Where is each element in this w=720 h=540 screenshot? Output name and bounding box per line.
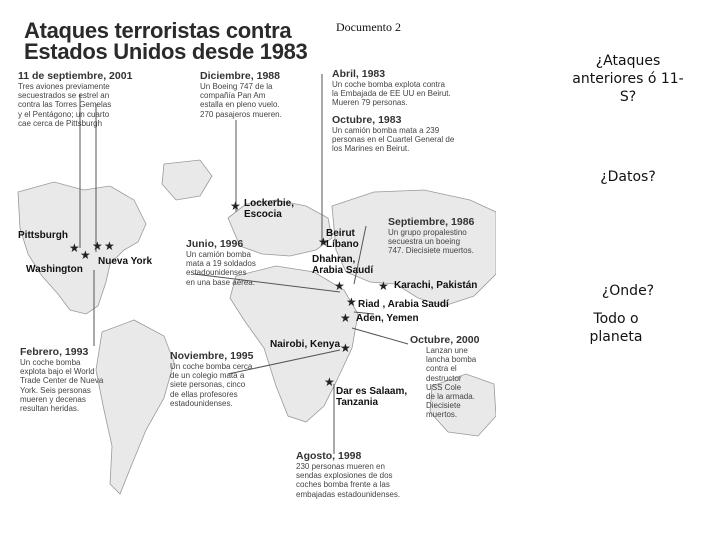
place-lockerbie: Lockerbie, Escocia bbox=[244, 198, 295, 220]
document-label: Documento 2 bbox=[336, 20, 401, 34]
star-marker-washington: ★ bbox=[80, 248, 91, 262]
event-block-1988 bbox=[200, 70, 320, 119]
star-marker-riad: ★ bbox=[346, 295, 357, 309]
event-line: de ellas profesores bbox=[170, 389, 238, 399]
event-text-2000 bbox=[410, 346, 496, 420]
event-line: Un coche bomba explota contra bbox=[332, 80, 445, 89]
event-line: Un camión bomba mata a 239 bbox=[332, 126, 440, 135]
event-line: Trade Center de Nueva bbox=[20, 376, 104, 386]
star-marker-beirut: ★ bbox=[318, 235, 329, 249]
star-marker-dhahran: ★ bbox=[334, 279, 345, 293]
event-line: los Marines en Beirut. bbox=[332, 144, 410, 154]
event-line: explota bajo el World bbox=[20, 367, 95, 377]
event-line: siete personas, cinco bbox=[170, 380, 246, 390]
event-line: 747. Diecisiete muertos. bbox=[388, 246, 474, 256]
place-karachi: Karachi, Pakistán bbox=[394, 280, 478, 291]
event-block-1986 bbox=[388, 216, 496, 256]
event-text-1998 bbox=[296, 462, 446, 499]
star-marker-karachi: ★ bbox=[378, 279, 389, 293]
event-line: 230 personas mueren en bbox=[296, 462, 385, 471]
event-date-1996: Junio, 1996 bbox=[186, 238, 244, 250]
star-marker-dar-es-salaam: ★ bbox=[324, 375, 335, 389]
place-pittsburgh: Pittsburgh bbox=[18, 230, 68, 241]
place-dhahran: Dhahran, Arabia Saudí bbox=[312, 254, 374, 276]
event-line: mueren y decenas bbox=[20, 394, 86, 404]
event-block-1996 bbox=[186, 238, 296, 287]
star-marker-new-york-2: ★ bbox=[104, 239, 115, 253]
event-line: secuestra un boeing bbox=[388, 237, 461, 247]
star-marker-nairobi: ★ bbox=[340, 341, 351, 355]
event-line: coches bomba frente a las bbox=[296, 480, 390, 490]
place-new-york: Nueva York bbox=[98, 256, 153, 267]
event-line: destructor bbox=[426, 373, 462, 383]
event-text-1995 bbox=[170, 362, 280, 408]
map-title bbox=[24, 20, 308, 62]
event-date-october-1983: Octubre, 1983 bbox=[332, 114, 402, 126]
event-block-october-1983 bbox=[332, 114, 496, 154]
event-line: muertos. bbox=[426, 410, 458, 420]
event-line: mata a 19 soldados bbox=[186, 259, 256, 269]
event-date-1988: Diciembre, 1988 bbox=[200, 70, 280, 82]
event-line: de un colegio mata a bbox=[170, 371, 245, 381]
place-beirut: Beirut Líbano bbox=[326, 228, 359, 250]
event-line: estadounidenses. bbox=[170, 398, 233, 408]
question-previous-attacks: ¿Ataques anteriores ó 11-S? bbox=[572, 53, 684, 105]
event-line: USS Cole bbox=[426, 382, 462, 392]
event-line: personas en el Cuartel General de bbox=[332, 135, 455, 145]
event-block-1993 bbox=[20, 346, 140, 413]
question-where: ¿Onde? bbox=[601, 283, 655, 299]
event-line: contra el bbox=[426, 364, 457, 374]
star-marker-lockerbie: ★ bbox=[230, 199, 241, 213]
event-line: y el Pentágono; un cuarto bbox=[18, 109, 110, 119]
place-dar-es-salaam: Dar es Salaam, Tanzania bbox=[336, 386, 408, 408]
event-block-1995 bbox=[170, 350, 280, 408]
event-line: Un grupo propalestino bbox=[388, 228, 467, 237]
event-line: estalla en pleno vuelo. bbox=[200, 100, 280, 110]
event-line: Tres aviones previamente bbox=[18, 82, 110, 91]
event-line: de la armada. bbox=[426, 392, 475, 402]
event-text-1993 bbox=[20, 358, 140, 413]
event-line: resultan heridas. bbox=[20, 404, 80, 414]
event-date-2001: 11 de septiembre, 2001 bbox=[18, 70, 133, 82]
event-block-2001 bbox=[18, 70, 168, 128]
event-block-april-1983 bbox=[332, 68, 496, 108]
event-date-1993: Febrero, 1993 bbox=[20, 346, 89, 358]
greenland-landmass bbox=[162, 160, 212, 200]
star-marker-pittsburgh: ★ bbox=[69, 241, 80, 255]
event-line: en una base aérea. bbox=[186, 277, 255, 287]
event-date-april-1983: Abril, 1983 bbox=[332, 68, 386, 80]
question-data: ¿Datos? bbox=[600, 169, 656, 185]
event-line: embajadas estadounidenses. bbox=[296, 489, 401, 499]
event-line: 270 pasajeros mueren. bbox=[200, 109, 282, 119]
event-line: cae cerca de Pittsburgh bbox=[18, 118, 103, 128]
map-title-line1: Ataques terroristas contra bbox=[24, 18, 292, 43]
event-line: Diecisiete bbox=[426, 401, 461, 411]
event-date-1998: Agosto, 1998 bbox=[296, 450, 362, 462]
event-text-1986 bbox=[388, 228, 496, 256]
event-line: lancha bomba bbox=[426, 355, 477, 365]
place-nairobi: Nairobi, Kenya bbox=[270, 339, 341, 350]
event-block-2000 bbox=[410, 334, 496, 420]
event-line: Un camión bomba bbox=[186, 250, 251, 259]
star-marker-new-york-1: ★ bbox=[92, 239, 103, 253]
event-line: Un coche bomba cerca bbox=[170, 362, 253, 371]
event-line: secuestrados se estrel an bbox=[18, 91, 110, 101]
event-text-april-1983 bbox=[332, 80, 496, 108]
place-washington: Washington bbox=[26, 264, 83, 275]
event-date-1995: Noviembre, 1995 bbox=[170, 350, 254, 362]
event-text-october-1983 bbox=[332, 126, 496, 154]
event-line: la Embajada de EE UU en Beirut. bbox=[332, 89, 451, 99]
event-date-2000: Octubre, 2000 bbox=[410, 334, 480, 346]
answer-whole-planet: Todo o planeta bbox=[589, 311, 643, 345]
event-text-1988 bbox=[200, 82, 320, 119]
event-line: contra las Torres Gemelas bbox=[18, 100, 112, 110]
place-aden: Aden, Yemen bbox=[356, 313, 419, 324]
event-text-2001 bbox=[18, 82, 168, 128]
star-marker-aden: ★ bbox=[340, 311, 351, 325]
event-line: Mueren 79 personas. bbox=[332, 98, 408, 108]
place-riad: Riad , Arabia Saudí bbox=[358, 299, 449, 310]
event-line: Lanzan une bbox=[426, 346, 468, 355]
event-line: Un coche bomba bbox=[20, 358, 81, 367]
event-line: sendas explosiones de dos bbox=[296, 471, 393, 481]
event-line: estadounidenses bbox=[186, 268, 247, 278]
event-text-1996 bbox=[186, 250, 296, 287]
map-title-line2: Estados Unidos desde 1983 bbox=[24, 39, 308, 64]
event-line: York. Seis personas bbox=[20, 385, 91, 395]
event-date-1986: Septiembre, 1986 bbox=[388, 216, 475, 228]
event-block-1998 bbox=[296, 450, 446, 499]
event-line: compañía Pan Am bbox=[200, 91, 266, 101]
terrorism-map-figure bbox=[14, 14, 496, 520]
event-line: Un Boeing 747 de la bbox=[200, 82, 273, 91]
